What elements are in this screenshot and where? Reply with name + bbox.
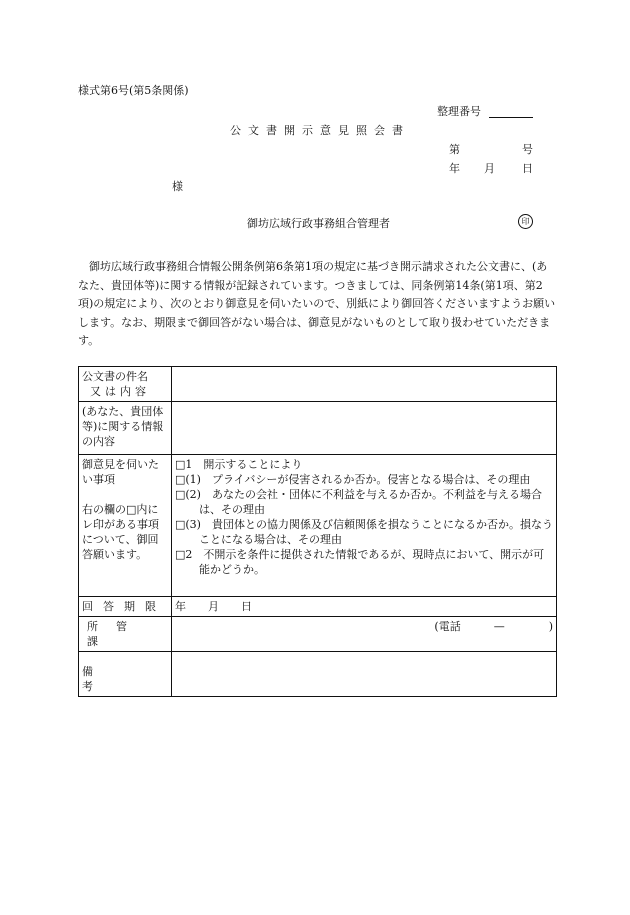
opinion-items-options [172,455,557,597]
subject-label-line-2: 又は内容 [90,385,150,398]
subject-value[interactable] [172,367,557,402]
subject-label-line-1: 公文書の件名 [82,370,148,383]
body-paragraph: 御坊広域行政事務組合情報公開条例第6条第1項の規定に基づき開示請求された公文書に、(あなた、貴団体等)に関する情報が記録されています。つきましては、同条例第14条(第1項、第2項)の規定により、次のとおり御意見を伺いたいので、別紙により御回答くださいますようお願いします。なお、期限まで御回答がない場合は、御意見がないものとして取り扱わせていただきます。 [78,260,556,348]
doc-number-prefix: 第 [449,143,460,156]
document-title: 公文書開示意見照会書 [230,124,410,137]
deadline-value[interactable]: 年 月 日 [172,597,557,617]
date-year: 年 [449,162,460,175]
info-content-value[interactable] [172,402,557,455]
reference-number-label: 整理番号 [437,105,481,118]
department-value[interactable]: (電話 — ) [172,617,557,652]
date-month: 月 [484,162,495,175]
inquiry-table [78,366,557,697]
reference-number-line [489,117,533,118]
info-content-label-text: (あなた、貴団体等)に関する情報の内容 [82,405,164,448]
option-1[interactable]: □1 開示することにより [175,458,303,471]
option-2[interactable]: □2 不開示を条件に提供された情報であるが、現時点において、開示が可能かどうか。 [175,548,545,576]
subject-label [79,367,172,402]
remarks-value[interactable] [172,652,557,697]
info-content-label [79,402,172,455]
option-1-1[interactable]: □(1) プライバシーが侵害されるか否か。侵害となる場合は、その理由 [175,473,531,486]
opinion-items-label [79,455,172,597]
opinion-items-note: 右の欄の□内にレ印がある事項について、御回答願います。 [82,503,159,561]
deadline-label: 回答期限 [79,597,172,617]
seal-icon: 印 [518,214,533,229]
date-day: 日 [522,162,533,175]
addressee-suffix: 様 [172,180,183,193]
department-label: 所管課 [79,617,172,652]
option-1-2[interactable]: □(2) あなたの会社・団体に不利益を与えるか否か。不利益を与える場合は、その理由 [175,488,542,516]
form-number: 様式第6号(第5条関係) [78,84,189,97]
opinion-items-title: 御意見を伺いたい事項 [82,458,159,486]
remarks-label: 備考 [79,652,172,697]
doc-number-suffix: 号 [522,143,533,156]
sender-name: 御坊広域行政事務組合管理者 [247,217,390,230]
option-1-3[interactable]: □(3) 貴団体との協力関係及び信頼関係を損なうことになるか否か。損なうことになる場合は、その理由 [175,518,553,546]
